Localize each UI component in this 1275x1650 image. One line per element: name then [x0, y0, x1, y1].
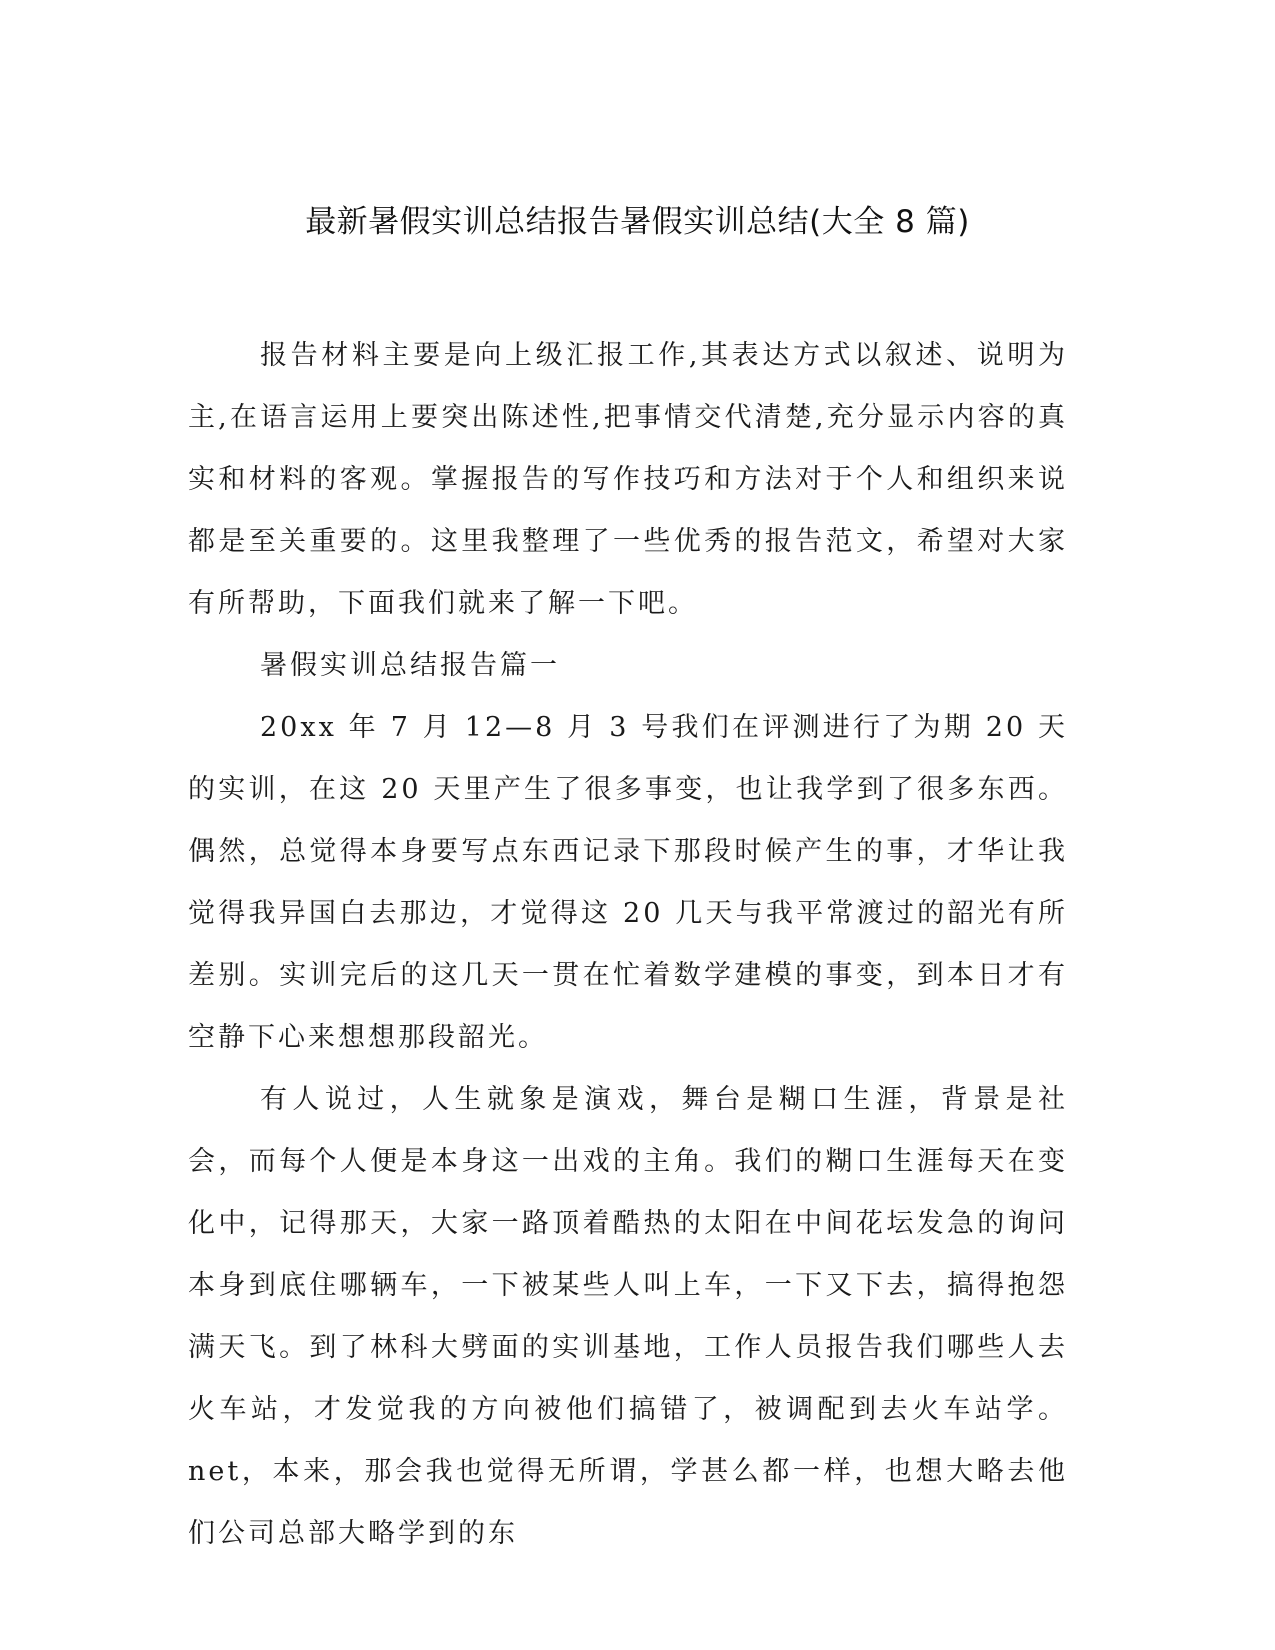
body-paragraph: 有人说过，人生就象是演戏，舞台是糊口生涯，背景是社会，而每个人便是本身这一出戏的主角。我们的糊口生涯每天在变化中，记得那天，大家一路顶着酷热的太阳在中间花坛发急的询问本身到底住哪辆车，一下被某些人叫上车，一下又下去，搞得抱怨满天飞。到了林科大劈面的实训基地，工作人员报告我们哪些人去火车站，才发觉我的方向被他们搞错了，被调配到去火车站学。net，本来，那会我也觉得无所谓，学甚么都一样，也想大略去他们公司总部大略学到的东	[188, 1084, 1068, 1549]
section-heading: 暑假实训总结报告篇一	[260, 650, 560, 681]
document-title: 最新暑假实训总结报告暑假实训总结(大全 8 篇)	[305, 204, 970, 240]
document-body	[188, 325, 1068, 1565]
intro-paragraph: 报告材料主要是向上级汇报工作,其表达方式以叙述、说明为主,在语言运用上要突出陈述性,把事情交代清楚,充分显示内容的真实和材料的客观。掌握报告的写作技巧和方法对于个人和组织来说都是至关重要的。这里我整理了一些优秀的报告范文，希望对大家有所帮助，下面我们就来了解一下吧。	[188, 340, 1068, 619]
body-paragraph: 20xx 年 7 月 12—8 月 3 号我们在评测进行了为期 20 天的实训，在这 20 天里产生了很多事变，也让我学到了很多东西。偶然，总觉得本身要写点东西记录下那段时候产生的事，才华让我觉得我异国白去那边，才觉得这 20 几天与我平常渡过的韶光有所差别。实训完后的这几天一贯在忙着数学建模的事变，到本日才有空静下心来想想那段韶光。	[188, 712, 1068, 1053]
